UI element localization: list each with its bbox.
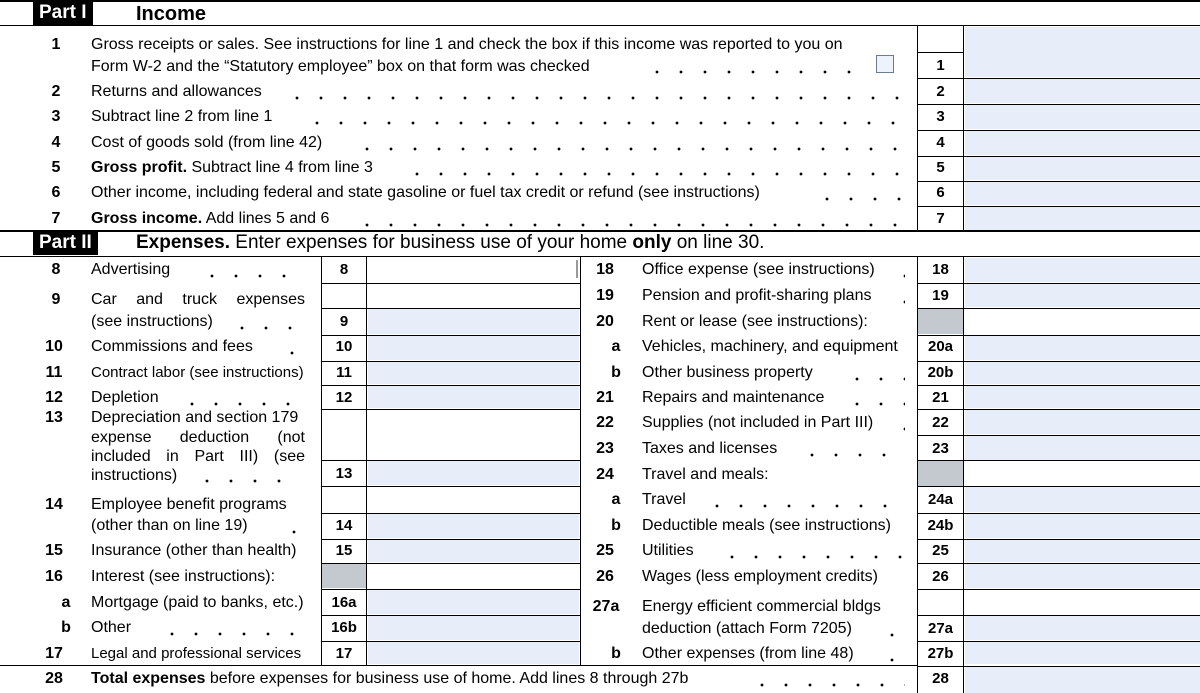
line-4-box: 4 [936, 134, 945, 151]
leader-dots [845, 402, 905, 406]
line-16b-box: 16b [331, 619, 357, 636]
line-19-text: Pension and profit-sharing plans [642, 287, 872, 304]
leader-dots [355, 223, 905, 227]
line-17-text: Legal and professional services [91, 645, 302, 662]
line-11-text: Contract labor (see instructions) [91, 364, 304, 381]
part1-box-right-rule [963, 25, 964, 230]
leader-dots [893, 427, 905, 431]
line-27b-amount[interactable] [965, 642, 1200, 664]
leader-dots [720, 555, 905, 559]
line-21-amount[interactable] [965, 386, 1200, 408]
line-20b-num: b [611, 364, 621, 381]
leader-dots [880, 633, 905, 637]
line-10-text: Commissions and fees [91, 338, 253, 355]
line-24a-text: Travel [642, 491, 686, 508]
line-18-box: 18 [932, 261, 949, 278]
line-4-num: 4 [51, 134, 61, 151]
line-24a-box: 24a [927, 491, 954, 508]
rule [321, 283, 580, 284]
rule [321, 563, 580, 564]
center-rule [580, 256, 581, 665]
line-19-box: 19 [932, 287, 949, 304]
part1-tag: Part I [33, 1, 93, 25]
leader-dots [845, 377, 905, 381]
rule [321, 641, 580, 642]
line-15-text: Insurance (other than health) [91, 542, 297, 559]
line-3-box: 3 [936, 108, 945, 125]
rule [321, 308, 580, 309]
rule [917, 104, 1200, 105]
leader-dots [815, 197, 905, 201]
rule [917, 78, 1200, 79]
rule [917, 589, 1200, 590]
part2-title-only: only [632, 232, 672, 253]
leader-dots [195, 479, 300, 483]
line-1-text2: Form W-2 and the “Statutory employee” box on that form was checked [91, 58, 590, 75]
part2-title [136, 232, 764, 254]
leader-dots [800, 453, 905, 457]
line-10-amount[interactable] [368, 336, 579, 360]
line-28-bold: Total expenses [91, 670, 206, 687]
line-20-num: 20 [596, 313, 614, 330]
rule [917, 181, 1200, 182]
line-14-amount[interactable] [368, 514, 579, 538]
leader-dots [880, 658, 905, 662]
line-6-box: 6 [936, 184, 945, 201]
line-27a-text2: deduction (attach Form 7205) [642, 620, 852, 637]
line-13-text2: expense deduction (not [91, 429, 305, 446]
line-6-amount[interactable] [965, 182, 1200, 205]
line-27b-num: b [611, 645, 621, 662]
rule [917, 283, 1200, 284]
line-13-text1: Depreciation and section 179 [91, 409, 299, 426]
line-11-amount[interactable] [368, 362, 579, 384]
line-6-text: Other income, including federal and state gasoline or fuel tax credit or refund (see instructions) [91, 184, 760, 201]
rule [321, 486, 580, 487]
line-27a-box: 27a [927, 620, 954, 637]
leader-dots [160, 632, 300, 636]
line-3-amount[interactable] [965, 105, 1200, 129]
line-16a-box: 16a [331, 594, 357, 611]
rule [321, 409, 580, 410]
line-28-top-rule [0, 665, 917, 666]
line-20b-text: Other business property [642, 364, 813, 381]
line-10-box: 10 [335, 338, 353, 355]
line-18-text: Office expense (see instructions) [642, 261, 875, 278]
line-1-text1: Gross receipts or sales. See instructions for line 1 and check the box if this income was reported to you on [91, 36, 843, 53]
line-27b-box: 27b [927, 645, 954, 662]
line-20a-text: Vehicles, machinery, and equipment [642, 338, 898, 355]
line-6-num: 6 [51, 184, 61, 201]
line-5-text [91, 158, 373, 178]
line-10-num: 10 [45, 338, 63, 355]
line-12-box: 12 [335, 389, 353, 406]
line-13-num: 13 [45, 409, 63, 426]
line-15-num: 15 [45, 542, 63, 559]
leader-dots [285, 96, 905, 100]
line-15-box: 15 [335, 542, 353, 559]
line-4-text: Cost of goods sold (from line 42) [91, 134, 323, 151]
rule [321, 335, 580, 336]
line-24a-num: a [611, 491, 621, 508]
line-8-text: Advertising [91, 261, 171, 278]
line-7-text [91, 209, 329, 229]
line-1-num: 1 [51, 36, 61, 53]
rule [917, 666, 1200, 667]
line-18-amount[interactable] [965, 258, 1200, 282]
line-16b-text: Other [91, 619, 132, 636]
line-20b-box: 20b [927, 364, 954, 381]
leader-dots [893, 300, 905, 304]
rule [917, 409, 1200, 410]
rule [917, 130, 1200, 131]
line-20a-amount[interactable] [965, 336, 1200, 360]
rule [321, 361, 580, 362]
line-7-num: 7 [51, 210, 61, 227]
line-8-num: 8 [51, 261, 61, 278]
line-22-num: 22 [596, 414, 614, 431]
line-16-shaded-box [322, 564, 366, 588]
line-9-text1: Car and truck expenses [91, 291, 305, 308]
line-16a-text: Mortgage (paid to banks, etc.) [91, 594, 304, 611]
line-28-amount[interactable] [965, 667, 1200, 693]
line-13-amount[interactable] [368, 461, 579, 485]
rule [321, 385, 580, 386]
line-27a-text1: Energy efficient commercial bldgs [642, 598, 881, 615]
line-5-amount[interactable] [965, 157, 1200, 180]
line-24b-text: Deductible meals (see instructions) [642, 517, 891, 534]
statutory-employee-checkbox[interactable] [876, 55, 894, 73]
right-box-right-rule [963, 256, 964, 693]
line-28-rest: before expenses for business use of home. Add lines 8 through 27b [205, 670, 689, 687]
line-9-box: 9 [339, 313, 349, 330]
line-28-num: 28 [45, 670, 63, 687]
line-9-text2: (see instructions) [91, 313, 213, 330]
line-5-num: 5 [51, 159, 61, 176]
line-14-box: 14 [335, 517, 353, 534]
line-14-num: 14 [45, 496, 63, 513]
line-23-text: Taxes and licenses [642, 440, 778, 457]
line-21-num: 21 [596, 389, 614, 406]
line-26-text: Wages (less employment credits) [642, 568, 878, 585]
rule [917, 156, 1200, 157]
rule [917, 486, 1200, 487]
line-18-num: 18 [596, 261, 614, 278]
line-27b-text: Other expenses (from line 48) [642, 645, 854, 662]
line-5-rest: Subtract line 4 from line 3 [187, 159, 373, 176]
rule [321, 589, 580, 590]
rule [917, 361, 1200, 362]
line-23-amount[interactable] [965, 436, 1200, 460]
line-2-text: Returns and allowances [91, 83, 262, 100]
part2-title-bold: Expenses. [136, 232, 230, 253]
line-26-num: 26 [596, 568, 614, 585]
line-8-cursor [576, 260, 578, 278]
rule [321, 513, 580, 514]
rule [917, 335, 1200, 336]
line-14-text2: (other than on line 19) [91, 517, 248, 534]
line-1-amount[interactable] [965, 27, 1200, 77]
line-20-text: Rent or lease (see instructions): [642, 313, 868, 330]
line-24-text: Travel and meals: [642, 466, 769, 483]
rule [321, 460, 580, 461]
leader-dots [355, 147, 905, 151]
leader-dots [705, 504, 905, 508]
line-23-box: 23 [932, 440, 949, 457]
line-25-text: Utilities [642, 542, 694, 559]
line-16-text: Interest (see instructions): [91, 568, 276, 585]
line-26-amount[interactable] [965, 564, 1200, 588]
part1-title: Income [136, 3, 207, 25]
line-7-amount[interactable] [965, 207, 1200, 230]
line-8-box: 8 [339, 261, 349, 278]
line-22-text: Supplies (not included in Part III) [642, 414, 874, 431]
line-23-num: 23 [596, 440, 614, 457]
line-24-shaded-box [918, 461, 963, 486]
line-4-amount[interactable] [965, 131, 1200, 155]
leader-dots [230, 326, 300, 330]
line-16a-amount[interactable] [368, 590, 579, 614]
line-3-num: 3 [51, 108, 61, 125]
leader-dots [282, 530, 300, 534]
rule [917, 52, 963, 53]
line-13-text3: included in Part III) (see [91, 448, 305, 465]
line-8-amount[interactable] [368, 258, 579, 282]
rule [917, 206, 1200, 207]
line-20-shaded-box [918, 309, 963, 334]
line-2-num: 2 [51, 83, 61, 100]
rule [917, 539, 1200, 540]
rule [321, 615, 580, 616]
line-9-num: 9 [51, 291, 61, 308]
line-24b-box: 24b [927, 517, 954, 534]
line-12-num: 12 [45, 389, 63, 406]
leader-dots [750, 683, 905, 687]
line-21-text: Repairs and maintenance [642, 389, 825, 406]
line-16b-num: b [61, 619, 71, 636]
line-24b-num: b [611, 517, 621, 534]
line-16a-num: a [61, 594, 71, 611]
line-1-box: 1 [936, 57, 945, 74]
rule [917, 435, 1200, 436]
line-22-amount[interactable] [965, 410, 1200, 434]
rule [321, 539, 580, 540]
leader-dots [280, 351, 300, 355]
part2-title-rest: Enter expenses for business use of your home [230, 232, 633, 253]
part2-header-rule [0, 256, 1200, 257]
line-7-box: 7 [936, 210, 945, 227]
line-3-text: Subtract line 2 from line 1 [91, 108, 273, 125]
line-5-bold: Gross profit. [91, 159, 188, 176]
leader-dots [200, 274, 300, 278]
line-12-amount[interactable] [368, 386, 579, 408]
rule [917, 563, 1200, 564]
line-17-amount[interactable] [368, 642, 579, 664]
rule [917, 385, 1200, 386]
rule [917, 460, 1200, 461]
line-28-text [91, 669, 688, 689]
line-21-box: 21 [932, 389, 949, 406]
line-20a-box: 20a [927, 338, 954, 355]
line-17-box: 17 [335, 645, 353, 662]
line-25-box: 25 [932, 542, 949, 559]
line-25-amount[interactable] [965, 540, 1200, 562]
line-27a-amount[interactable] [965, 616, 1200, 640]
line-2-box: 2 [936, 83, 945, 100]
line-22-box: 22 [932, 414, 949, 431]
part1-header-rule [0, 25, 1200, 26]
line-20b-amount[interactable] [965, 362, 1200, 384]
line-12-text: Depletion [91, 389, 159, 406]
line-13-text4: instructions) [91, 467, 178, 484]
line-2-amount[interactable] [965, 79, 1200, 103]
line-24-num: 24 [596, 466, 614, 483]
line-24b-amount[interactable] [965, 514, 1200, 538]
line-26-box: 26 [932, 568, 949, 585]
line-15-amount[interactable] [368, 540, 579, 562]
line-9-amount[interactable] [368, 309, 579, 334]
line-7-bold: Gross income. [91, 210, 203, 227]
rule [917, 615, 1200, 616]
line-16b-amount[interactable] [368, 616, 579, 640]
line-28-box: 28 [932, 670, 949, 687]
line-11-box: 11 [336, 364, 352, 381]
rule [917, 513, 1200, 514]
line-13-box: 13 [335, 465, 353, 482]
line-19-num: 19 [596, 287, 614, 304]
leader-dots [645, 70, 860, 74]
line-5-box: 5 [936, 159, 945, 176]
leader-dots [405, 172, 905, 176]
line-24a-amount[interactable] [965, 487, 1200, 512]
part2-tag: Part II [33, 231, 98, 255]
leader-dots [180, 402, 300, 406]
line-11-num: 11 [45, 364, 63, 381]
leader-dots [305, 121, 905, 125]
line-20a-num: a [611, 338, 621, 355]
line-27a-num: 27a [592, 598, 620, 615]
leader-dots [893, 274, 905, 278]
rule [917, 308, 1200, 309]
line-25-num: 25 [596, 542, 614, 559]
line-7-rest: Add lines 5 and 6 [202, 210, 330, 227]
rule [917, 641, 1200, 642]
line-19-amount[interactable] [965, 284, 1200, 307]
line-16-num: 16 [45, 568, 63, 585]
line-14-text1: Employee benefit programs [91, 496, 287, 513]
line-17-num: 17 [45, 645, 63, 662]
part2-title-end: on line 30. [671, 232, 765, 253]
